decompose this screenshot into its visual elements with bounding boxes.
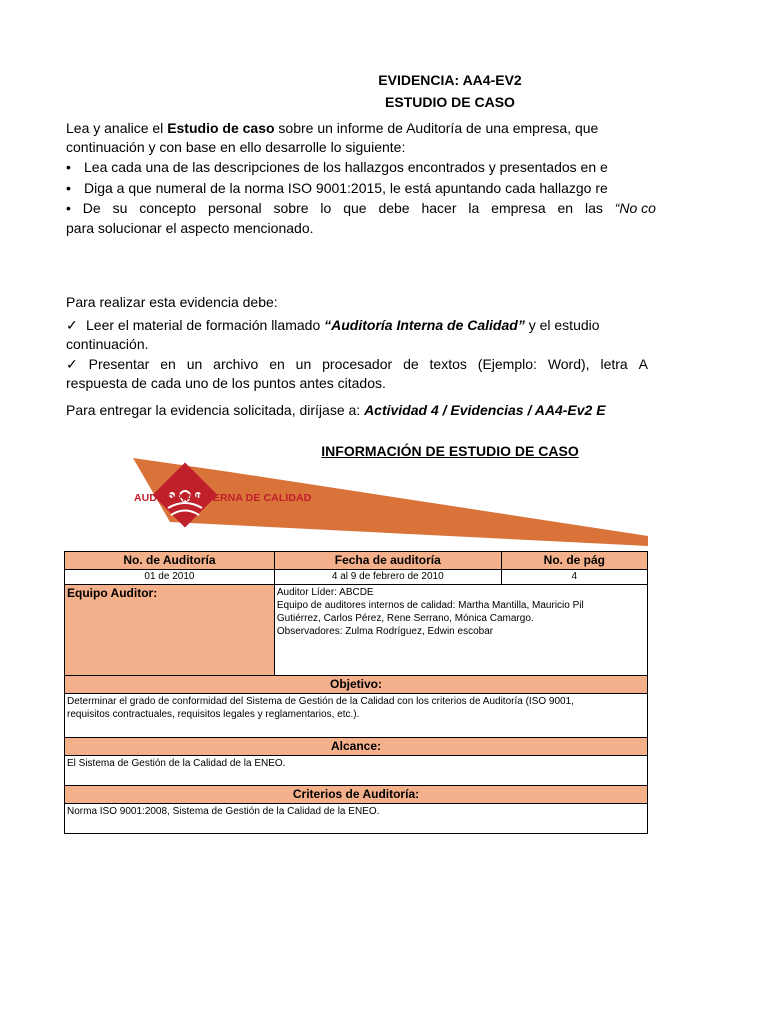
equipo-line: Gutiérrez, Carlos Pérez, Rene Serrano, Mónica Camargo. — [276, 613, 534, 624]
check-item-2-word: letra — [600, 356, 628, 372]
equipo-auditor-label: Equipo Auditor: — [65, 585, 275, 676]
bullet-3-word: empresa — [491, 200, 546, 216]
check-item-2 — [66, 355, 686, 374]
check-item-2-word: Word), — [547, 356, 590, 372]
case-info-title: INFORMACIÓN DE ESTUDIO DE CASO — [321, 443, 579, 459]
intro-paragraph: Lea y analice el Estudio de caso sobre un informe de Auditoría de una empresa, que — [66, 120, 599, 136]
bullet-icon: • — [66, 200, 71, 216]
check-icon: ✓ — [66, 317, 78, 333]
check-item-1: ✓ Leer el material de formación llamado “Auditoría Interna de Calidad” y el estudio — [66, 317, 600, 333]
equipo-auditor-cell — [274, 585, 647, 676]
entregar-path: Actividad 4 / Evidencias / AA4-Ev2 E — [364, 402, 606, 418]
bullet-3-word: concepto — [139, 200, 197, 216]
bullet-3-word: lo — [320, 200, 332, 216]
check-item-1-line-2: continuación. — [66, 336, 149, 352]
entregar-paragraph: Para entregar la evidencia solicitada, diríjase a: Actividad 4 / Evidencias / AA4-Ev2 E — [66, 402, 606, 418]
check-item-2-word: en — [269, 356, 285, 372]
bullet-3-word: las — [584, 200, 603, 216]
intro-bold: Estudio de caso — [167, 120, 275, 136]
value-no-pag: 4 — [501, 570, 647, 585]
bullet-1: • Lea cada una de las descripciones de los hallazgos encontrados y presentados en e — [66, 159, 608, 175]
criterios-cell — [65, 804, 648, 834]
bullet-3-line-2: para solucionar el aspecto mencionado. — [66, 220, 314, 236]
check-item-2-word: un — [186, 356, 203, 372]
objetivo-line: requisitos contractuales, requisitos legales y reglamentarios, etc.). — [67, 709, 360, 720]
check-item-2-line-2: respuesta de cada uno de los puntos antes citados. — [66, 375, 386, 391]
realizar-heading: Para realizar esta evidencia debe: — [66, 294, 278, 310]
bullet-3-word: hacer — [421, 200, 457, 216]
check-item-2-word: A — [638, 356, 648, 372]
objetivo-cell — [65, 694, 648, 738]
check-item-2-word: un — [295, 356, 312, 372]
bullet-3-word: que — [343, 200, 367, 216]
check-item-2-word: archivo — [213, 356, 259, 372]
bullet-3-word: la — [468, 200, 480, 216]
bullet-3 — [66, 199, 686, 218]
bullet-3-word: De — [82, 200, 101, 216]
header-no-auditoria: No. de Auditoría — [65, 552, 275, 570]
check-icon: ✓ — [66, 356, 78, 372]
check-item-2-word: textos — [429, 356, 467, 372]
bullet-3-word: personal — [207, 200, 262, 216]
case-info-table — [64, 551, 648, 834]
bullet-2: • Diga a que numeral de la norma ISO 9001:2015, le está apuntando cada hallazgo re — [66, 180, 608, 196]
alcance-cell — [65, 756, 648, 786]
bullet-icon: • — [66, 180, 71, 196]
objetivo-line: Determinar el grado de conformidad del Sistema de Gestión de la Calidad con los criterios de Auditoría (ISO 9001, — [67, 696, 574, 707]
material-name: “Auditoría Interna de Calidad” — [324, 317, 525, 333]
check-item-2-word: procesador — [322, 356, 393, 372]
value-no-auditoria: 01 de 2010 — [65, 570, 275, 585]
alcance-text: El Sistema de Gestión de la Calidad de la ENEO. — [67, 758, 286, 769]
evidence-title: EVIDENCIA: AA4-EV2 — [378, 72, 522, 88]
bullet-3-word: sobre — [273, 200, 309, 216]
bullet-3-word: su — [112, 200, 128, 216]
intro-line-2: continuación y con base en ello desarrolle lo siguiente: — [66, 139, 406, 155]
criterios-text: Norma ISO 9001:2008, Sistema de Gestión de la Calidad de la ENEO. — [67, 806, 380, 817]
criterios-header: Criterios de Auditoría: — [65, 786, 648, 804]
header-no-pag: No. de pág — [501, 552, 647, 570]
bullet-3-italic: “No co — [614, 200, 656, 216]
alcance-header: Alcance: — [65, 738, 648, 756]
logo-text: AUDITORÍA INTERNA DE CALIDAD — [134, 492, 312, 504]
header-fecha: Fecha de auditoría — [274, 552, 501, 570]
check-item-2-word: (Ejemplo: — [477, 356, 537, 372]
check-item-2-justified — [66, 355, 648, 374]
check-item-2-word: Presentar — [88, 356, 150, 372]
check-item-2-word: en — [160, 356, 176, 372]
check-item-2-word: de — [403, 356, 419, 372]
case-study-title: ESTUDIO DE CASO — [385, 94, 515, 110]
equipo-line: Observadores: Zulma Rodríguez, Edwin escobar — [276, 626, 494, 637]
equipo-line: Auditor Líder: ABCDE — [276, 587, 374, 598]
bullet-3-word: en — [557, 200, 574, 216]
objetivo-header: Objetivo: — [65, 676, 648, 694]
value-fecha: 4 al 9 de febrero de 2010 — [274, 570, 501, 585]
bullet-3-justified — [66, 199, 656, 218]
bullet-icon: • — [66, 159, 71, 175]
bullet-3-word: debe — [378, 200, 410, 216]
audit-banner — [0, 450, 648, 550]
equipo-line: Equipo de auditores internos de calidad: Martha Mantilla, Mauricio Pil — [276, 600, 584, 611]
